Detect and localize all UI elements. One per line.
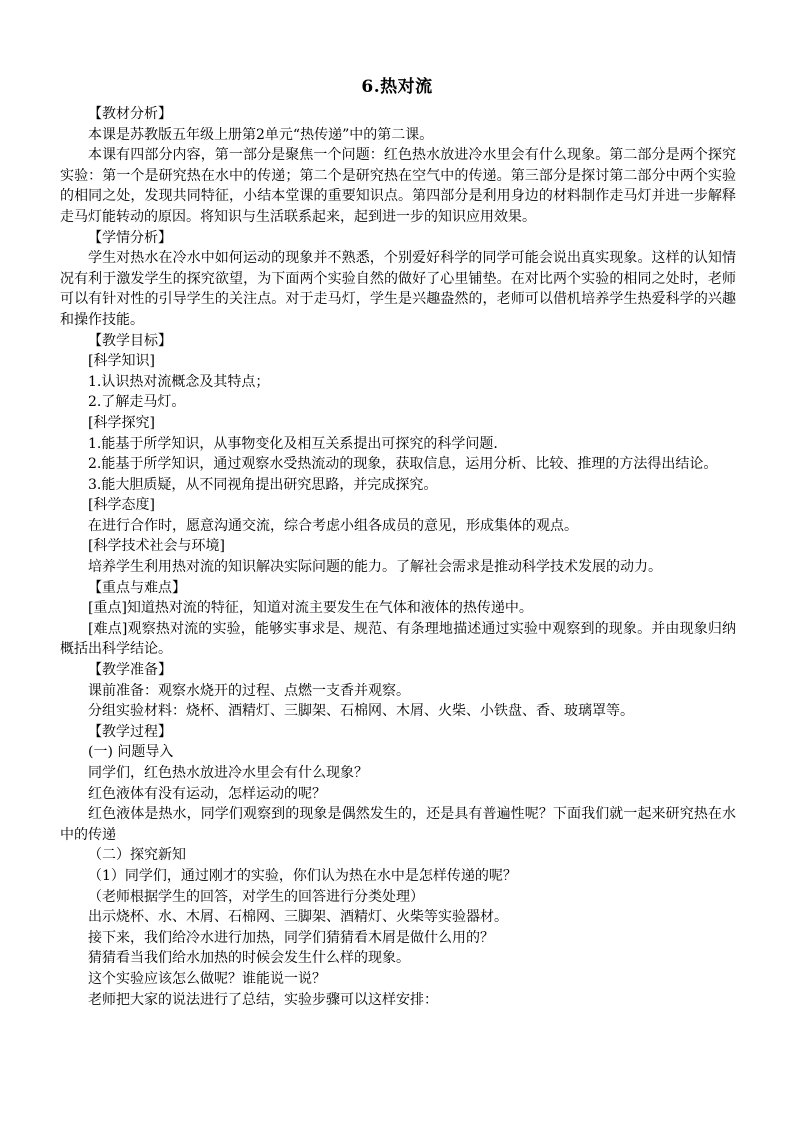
paragraph: 本课是苏教版五年级上册第2单元“热传递”中的第二课。	[88, 126, 434, 143]
paragraph: （1）同学们，通过刚才的实验，你们认为热在水中是怎样传递的呢？	[88, 867, 517, 884]
paragraph: 分组实验材料：烧杯、酒精灯、三脚架、石棉网、木屑、火柴、小铁盘、香、玻璃罩等。	[88, 703, 634, 720]
list-item: 3.能大胆质疑，从不同视角提出研究思路，并完成探究。	[88, 476, 438, 493]
paragraph: 本课有四部分内容，第一部分是聚焦一个问题：红色热水放进冷水里会有什么现象。第二部分是两个探究实验：第一个是研究热在水中的传递；第二个是研究热在空气中的传递。第三部分是探讨第二部分中两个实验的相同之处，发现共同特征，小结本堂课的重要知识点。第四部分是利用身边的材料制作走马灯并进一步解释走马灯能转动的原因。将知识与生活联系起来，起到进一步的知识应用效果。	[60, 147, 736, 225]
paragraph-key-point: [重点]知道热对流的特征，知道对流主要发生在气体和液体的热传递中。	[88, 600, 533, 617]
list-item: 2.能基于所学知识，通过观察水受热流动的现象，获取信息，运用分析、比较、推理的方法得出结论。	[88, 456, 718, 473]
subheading-science-knowledge: [科学知识]	[88, 353, 155, 370]
paragraph: 猜猜看当我们给水加热的时候会发生什么样的现象。	[88, 950, 410, 967]
paragraph: 红色液体有没有运动，怎样运动的呢？	[88, 785, 326, 802]
paragraph: 接下来，我们给冷水进行加热，同学们猜猜看木屑是做什么用的？	[88, 929, 494, 946]
section-heading-teaching-goals: 【教学目标】	[88, 332, 172, 349]
page-title: 6.热对流	[361, 77, 433, 97]
paragraph: 出示烧杯、水、木屑、石棉网、三脚架、酒精灯、火柴等实验器材。	[88, 909, 508, 926]
section-heading-teaching-process: 【教学过程】	[88, 723, 172, 740]
list-item: 1.能基于所学知识，从事物变化及相互关系提出可探究的科学问题.	[88, 435, 498, 452]
subheading-science-attitude: [科学态度]	[88, 497, 155, 514]
paragraph: 课前准备：观察水烧开的过程、点燃一支香并观察。	[88, 682, 410, 699]
paragraph: 红色液体是热水，同学们观察到的现象是偶然发生的，还是具有普遍性呢？下面我们就一起来研究热在水中的传递	[60, 806, 736, 843]
paragraph: （老师根据学生的回答，对学生的回答进行分类处理）	[88, 888, 424, 905]
subheading-sts-environment: [科学技术社会与环境]	[88, 538, 225, 555]
subheading-science-inquiry: [科学探究]	[88, 414, 155, 431]
paragraph: 老师把大家的说法进行了总结，实验步骤可以这样安排：	[88, 991, 438, 1008]
subheading-explore: （二）探究新知	[88, 847, 186, 864]
section-heading-student-analysis: 【学情分析】	[88, 229, 172, 246]
paragraph: 学生对热水在冷水中如何运动的现象并不熟悉，个别爱好科学的同学可能会说出真实现象。这样的认知情况有利于激发学生的探究欲望，为下面两个实验自然的做好了心里铺垫。在对比两个实验的相同之处时，老师可以有针对性的引导学生的关注点。对于走马灯，学生是兴趣盎然的，老师可以借机培养学生热爱科学的兴趣和操作技能。	[60, 250, 736, 328]
list-item: 1.认识热对流概念及其特点；	[88, 373, 270, 390]
subheading-introduction: (一) 问题导入	[88, 744, 174, 761]
document-body	[60, 104, 736, 1010]
paragraph: 同学们，红色热水放进冷水里会有什么现象？	[88, 765, 368, 781]
paragraph: 在进行合作时，愿意沟通交流，综合考虑小组各成员的意见，形成集体的观点。	[88, 517, 578, 534]
paragraph-difficulty: [难点]观察热对流的实验，能够实事求是、规范、有条理地描述通过实验中观察到的现象。并由现象归纳概括出科学结论。	[60, 620, 736, 658]
section-heading-key-points: 【重点与难点】	[88, 579, 186, 596]
section-heading-preparation: 【教学准备】	[88, 662, 172, 679]
paragraph: 培养学生利用热对流的知识解决实际问题的能力。了解社会需求是推动科学技术发展的动力。	[88, 559, 662, 576]
section-heading-textbook-analysis: 【教材分析】	[88, 106, 172, 122]
paragraph: 这个实验应该怎么做呢？谁能说一说？	[88, 970, 326, 987]
list-item: 2.了解走马灯。	[88, 394, 186, 411]
